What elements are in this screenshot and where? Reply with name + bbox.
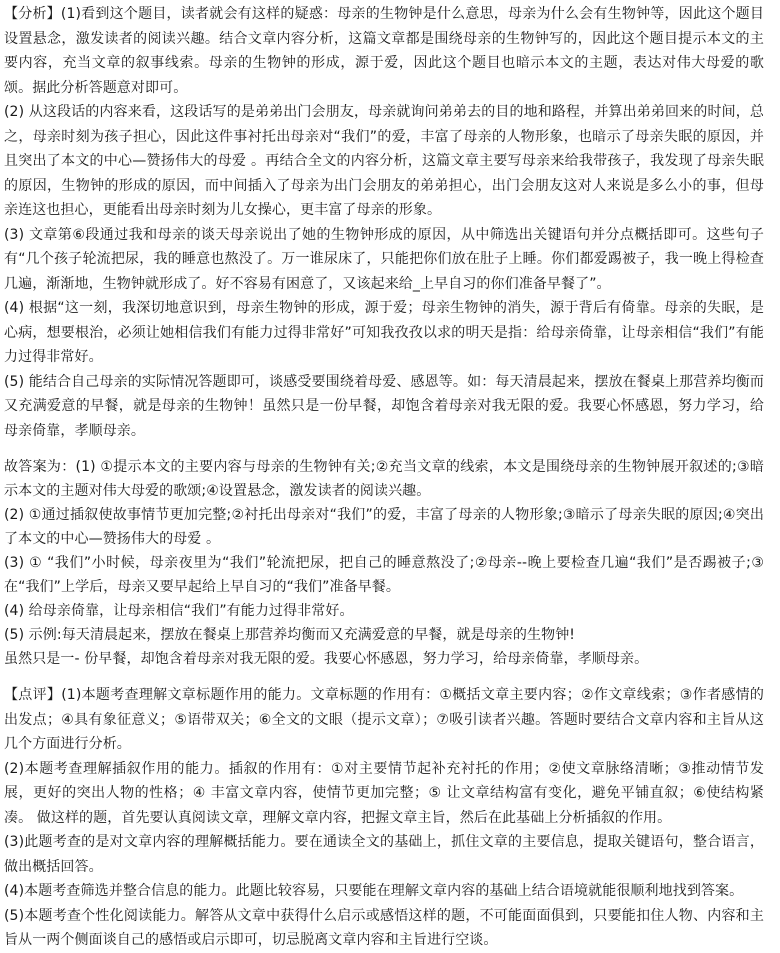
analysis-paragraph-3: (3) 文章第⑥段通过我和母亲的谈天母亲说出了她的生物钟形成的原因，从中筛选出关键语句并分点概括即可。这些句子有“几个孩子轮流把尿，我的睡意也熬没了。万一谁尿床了，只能把你们放在肚子上睡。你们都爱踢被子，我一晚上得检查几遍，渐渐地，生物钟就形成了。好不容易有困意了，又该起来给_上早自习的你们准备早餐了”。	[4, 226, 764, 292]
comment-section	[4, 683, 764, 953]
answer-section	[4, 455, 764, 671]
analysis-paragraph-2: (2) 从这段话的内容来看，这段话写的是弟弟出门会朋友，母亲就询问弟弟去的目的地和路程，并算出弟弟回来的时间，总之，母亲时刻为孩子担心，因此这件事衬托出母亲对“我们”的爱，丰富了母亲的人物形象，也暗示了母亲失眠的原因，并且突出了本文的中心—赞扬伟大的母爱 。再结合全文的内容分析，这篇文章主要写母亲来给我带孩子，我发现了母亲失眠的原因，生物钟的形成的原因，而中间插入了母亲为出门会朋友的弟弟担心，出门会朋友这对人来说是多么小的事，但母亲连这也担心，更能看出母亲时刻为儿女操心，更丰富了母亲的形象。	[4, 104, 764, 218]
comment-paragraph-4: (4)本题考查筛选并整合信息的能力。此题比较容易，只要能在理解文章内容的基础上结合语境就能很顺利地找到答案。	[4, 883, 744, 899]
analysis-paragraph-1: 【分析】(1)看到这个题目，读者就会有这样的疑惑：母亲的生物钟是什么意思，母亲为什么会有生物钟等，因此这个题目设置悬念，激发读者的阅读兴趣。结合文章内容分析，这篇文章都是围绕母亲的生物钟写的，因此这个题目提示本文的主要内容，充当文章的叙事线索。母亲的生物钟的形成，源于爱，因此这个题目也暗示本文的主题，表达对伟大母爱的歌颂。据此分析答题意对即可。	[4, 6, 764, 96]
answer-paragraph-3: (3) ① “我们”小时候，母亲夜里为“我们”轮流把尿，把自己的睡意熬没了;②母亲--晚上要检查几遍“我们”是否踢被子;③在“我们”上学后，母亲又要早起给上早自习的“我们”准备早餐。	[4, 555, 764, 595]
answer-paragraph-6: 虽然只是一- 份早餐，却饱含着母亲对我无限的爱。我要心怀感恩，努力学习，给母亲倚靠，孝顺母亲。	[4, 651, 649, 667]
answer-paragraph-1: 故答案为：(1) ①提示本文的主要内容与母亲的生物钟有关;②充当文章的线索，本文是围绕母亲的生物钟展开叙述的;③暗示本文的主题对伟大母爱的歌颂;④设置悬念，激发读者的阅读兴趣。	[4, 459, 764, 499]
analysis-section	[4, 2, 764, 443]
comment-paragraph-2: (2)本题考查理解插叙作用的能力。插叙的作用有：①对主要情节起补充衬托的作用；②使文章脉络清晰；③推动情节发展，更好的突出人物的性格；④ 丰富文章内容，使情节更加完整；⑤ 让文章结构富有变化，避免平铺直叙；⑥使结构紧凑。 做这样的题，首先要认真阅读文章，理解文章内容，把握文章主旨，然后在此基础上分析插叙的作用。	[4, 760, 764, 826]
comment-paragraph-3: (3)此题考查的是对文章内容的理解概括能力。要在通读全文的基础上，抓住文章的主要信息，提取关键语句，整合语言，做出概括回答。	[4, 834, 764, 875]
analysis-paragraph-5: (5) 能结合自己母亲的实际情况答题即可，谈感受要围绕着母爱、感恩等。如：每天清晨起来，摆放在餐桌上那营养均衡而又充满爱意的早餐，就是母亲的生物钟！虽然只是一份早餐，却饱含着母亲对我无限的爱。我要心怀感恩，努力学习，给母亲倚靠，孝顺母亲。	[4, 373, 764, 439]
comment-paragraph-1: 【点评】(1)本题考查理解文章标题作用的能力。文章标题的作用有：①概括文章主要内容；②作文章线索；③作者感情的出发点；④具有象征意义；⑤语带双关；⑥全文的文眼（提示文章）；⑦吸引读者兴趣。答题时要结合文章内容和主旨从这几个方面进行分析。	[4, 687, 764, 752]
analysis-paragraph-4: (4) 根据“这一刻，我深切地意识到，母亲生物钟的形成，源于爱；母亲生物钟的消失，源于背后有倚靠。母亲的失眠，是心病，想要根治，必须让她相信我们有能力过得非常好”可知我孜孜以求的明天是指：给母亲倚靠，让母亲相信“我们”有能力过得非常好。	[4, 300, 764, 365]
answer-paragraph-4: (4) 给母亲倚靠，让母亲相信“我们”有能力过得非常好。	[4, 603, 354, 619]
answer-paragraph-2: (2) ①通过插叙使故事情节更加完整;②衬托出母亲对“我们”的爱，丰富了母亲的人物形象;③暗示了母亲失眠的原因;④突出了本文的中心—赞扬伟大的母爱 。	[4, 507, 764, 547]
answer-paragraph-5: (5) 示例:每天清晨起来，摆放在餐桌上那营养均衡而又充满爱意的早餐，就是母亲的生物钟!	[4, 627, 576, 643]
comment-paragraph-5: (5)本题考查个性化阅读能力。解答从文章中获得什么启示或感悟这样的题，不可能面面俱到，只要能扣住人物、内容和主旨从一两个侧面谈自己的感悟或启示即可，切忌脱离文章内容和主旨进行空谈。	[4, 907, 764, 948]
